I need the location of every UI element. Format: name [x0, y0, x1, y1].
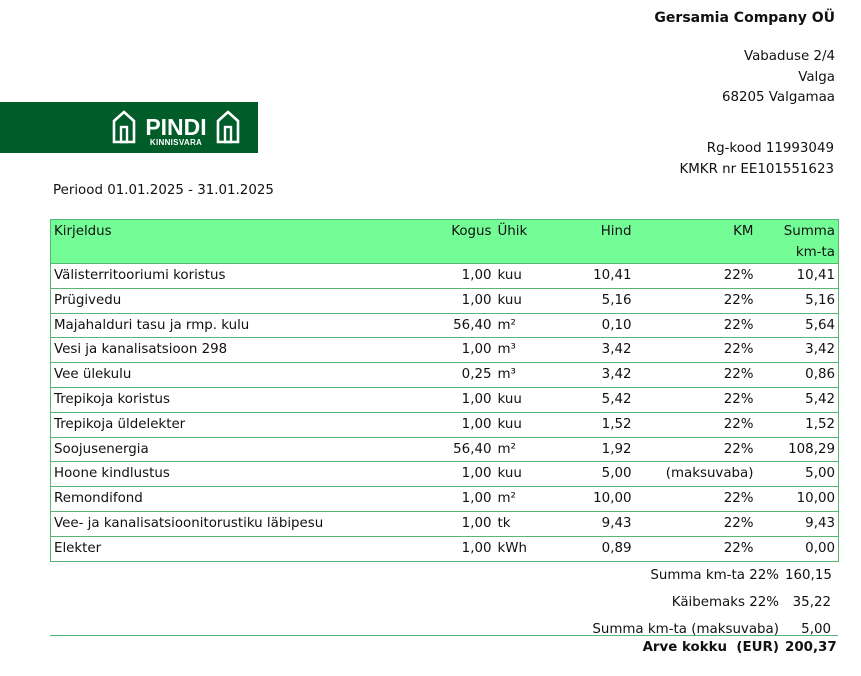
header-unit: Ühik: [495, 220, 553, 264]
row-vat: 22%: [635, 288, 757, 313]
row-sum: 108,29: [757, 437, 839, 462]
table-row: [51, 264, 839, 289]
header-price: Hind: [553, 220, 635, 264]
row-quantity: 56,40: [443, 313, 495, 338]
row-sum: 9,43: [757, 511, 839, 536]
row-price: 5,00: [553, 462, 635, 487]
row-sum: 5,16: [757, 288, 839, 313]
row-price: 9,43: [553, 511, 635, 536]
header-description: Kirjeldus: [51, 220, 443, 264]
row-quantity: 1,00: [443, 487, 495, 512]
invoice-table: [50, 219, 839, 562]
total-row: [592, 562, 831, 589]
table-header-row: [51, 220, 839, 264]
row-vat: 22%: [635, 511, 757, 536]
row-description: Trepikoja koristus: [51, 387, 443, 412]
table-row: [51, 412, 839, 437]
row-sum: 1,52: [757, 412, 839, 437]
row-description: Vee ülekulu: [51, 363, 443, 388]
row-quantity: 0,25: [443, 363, 495, 388]
row-unit: kWh: [495, 536, 553, 561]
grand-total-value: 200,37: [785, 640, 837, 655]
row-quantity: 56,40: [443, 437, 495, 462]
row-description: Vesi ja kanalisatsioon 298: [51, 338, 443, 363]
total-label: Käibemaks 22%: [671, 595, 779, 610]
row-sum: 0,86: [757, 363, 839, 388]
logo-subtext: KINNISVARA: [149, 138, 203, 147]
table-row: [51, 363, 839, 388]
total-label: Summa km-ta (maksuvaba): [592, 622, 779, 637]
row-unit: kuu: [495, 412, 553, 437]
header-sum-line1: Summa: [783, 224, 835, 239]
row-price: 10,00: [553, 487, 635, 512]
row-unit: m²: [495, 487, 553, 512]
reg-code: Rg-kood 11993049: [706, 141, 834, 156]
row-sum: 5,00: [757, 462, 839, 487]
row-price: 1,92: [553, 437, 635, 462]
row-description: Remondifond: [51, 487, 443, 512]
table-row: [51, 288, 839, 313]
row-price: 0,89: [553, 536, 635, 561]
row-unit: m³: [495, 338, 553, 363]
total-value: 35,22: [792, 595, 831, 610]
row-description: Vee- ja kanalisatsioonitorustiku läbipesu: [51, 511, 443, 536]
row-unit: kuu: [495, 462, 553, 487]
row-price: 5,16: [553, 288, 635, 313]
table-row: [51, 387, 839, 412]
row-unit: m³: [495, 363, 553, 388]
row-vat: 22%: [635, 338, 757, 363]
row-unit: m²: [495, 313, 553, 338]
logo-text: PINDI: [145, 114, 207, 140]
row-description: Majahalduri tasu ja rmp. kulu: [51, 313, 443, 338]
table-row: [51, 462, 839, 487]
row-unit: kuu: [495, 387, 553, 412]
row-sum: 3,42: [757, 338, 839, 363]
row-vat: 22%: [635, 387, 757, 412]
row-description: Elekter: [51, 536, 443, 561]
total-row: [592, 616, 831, 643]
row-description: Soojusenergia: [51, 437, 443, 462]
row-vat: (maksuvaba): [635, 462, 757, 487]
row-vat: 22%: [635, 363, 757, 388]
header-sum-line2: km-ta: [795, 245, 835, 260]
row-description: Trepikoja üldelekter: [51, 412, 443, 437]
address-city: Valga: [798, 69, 835, 85]
row-price: 10,41: [553, 264, 635, 289]
row-price: 3,42: [553, 363, 635, 388]
seller-name: Gersamia Company OÜ: [654, 10, 835, 26]
row-unit: kuu: [495, 264, 553, 289]
row-quantity: 1,00: [443, 412, 495, 437]
header-quantity: Kogus: [443, 220, 495, 264]
vat-number: KMKR nr EE101551623: [679, 161, 834, 177]
row-quantity: 1,00: [443, 338, 495, 363]
pindi-logo: [0, 102, 258, 153]
row-description: Välisterritooriumi koristus: [51, 264, 443, 289]
row-quantity: 1,00: [443, 462, 495, 487]
row-unit: kuu: [495, 288, 553, 313]
row-vat: 22%: [635, 313, 757, 338]
totals-block: [592, 562, 831, 643]
table-row: [51, 338, 839, 363]
row-sum: 10,00: [757, 487, 839, 512]
header-vat: KM: [635, 220, 757, 264]
row-sum: 5,64: [757, 313, 839, 338]
seller-registration: [679, 139, 834, 180]
row-quantity: 1,00: [443, 288, 495, 313]
seller-address: [722, 47, 835, 109]
address-street: Vabaduse 2/4: [743, 49, 835, 64]
grand-total: [642, 640, 837, 655]
header-sum: [757, 220, 839, 264]
row-sum: 10,41: [757, 264, 839, 289]
row-vat: 22%: [635, 437, 757, 462]
table-row: [51, 536, 839, 561]
table-row: [51, 511, 839, 536]
row-sum: 0,00: [757, 536, 839, 561]
table-row: [51, 487, 839, 512]
grand-total-label: Arve kokku (EUR): [642, 640, 779, 655]
row-price: 1,52: [553, 412, 635, 437]
address-postal: 68205 Valgamaa: [721, 90, 835, 105]
house-icon: [0, 102, 258, 153]
total-value: 160,15: [785, 568, 832, 583]
row-price: 3,42: [553, 338, 635, 363]
row-unit: m²: [495, 437, 553, 462]
total-row: [592, 589, 831, 616]
table-row: [51, 313, 839, 338]
row-price: 0,10: [553, 313, 635, 338]
row-sum: 5,42: [757, 387, 839, 412]
row-price: 5,42: [553, 387, 635, 412]
row-description: Hoone kindlustus: [51, 462, 443, 487]
grand-total-divider: [50, 635, 838, 636]
total-label: Summa km-ta 22%: [650, 568, 779, 583]
row-vat: 22%: [635, 264, 757, 289]
table-row: [51, 437, 839, 462]
row-vat: 22%: [635, 536, 757, 561]
total-value: 5,00: [801, 622, 831, 637]
row-unit: tk: [495, 511, 553, 536]
row-quantity: 1,00: [443, 387, 495, 412]
billing-period: Periood 01.01.2025 - 31.01.2025: [53, 183, 274, 198]
row-quantity: 1,00: [443, 264, 495, 289]
row-vat: 22%: [635, 412, 757, 437]
row-vat: 22%: [635, 487, 757, 512]
row-description: Prügivedu: [51, 288, 443, 313]
row-quantity: 1,00: [443, 511, 495, 536]
row-quantity: 1,00: [443, 536, 495, 561]
